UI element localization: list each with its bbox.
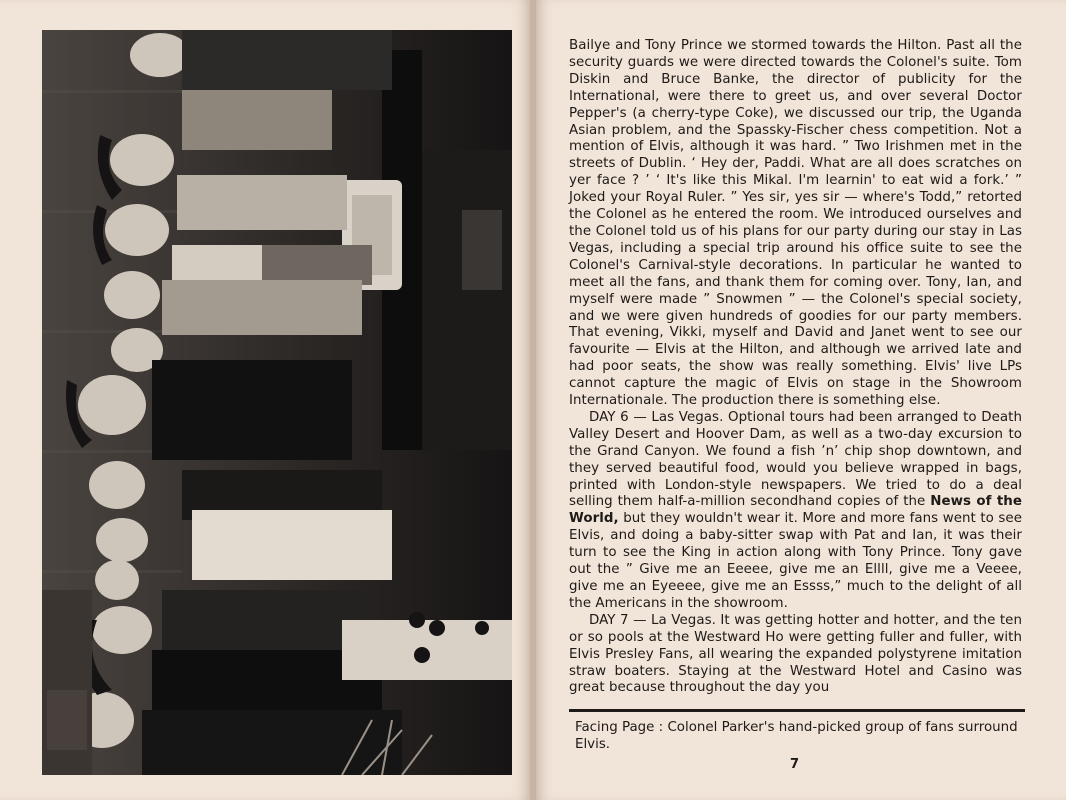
newspaper-title: News of the World, bbox=[569, 494, 1022, 527]
article-body bbox=[569, 38, 1022, 697]
paragraph-day-7: DAY 7 — La Vegas. It was getting hotter and hotter, and the ten or so pools at the Westward Ho were getting fuller and fuller, with Elvis Presley Fans, all wearing the expanded polystyrene imitation straw boaters. Staying at the Westward Hotel and Casino was great because throughout the day you bbox=[569, 612, 1022, 696]
paragraph-1: Bailye and Tony Prince we stormed towards the Hilton. Past all the security guards we were directed towards the Colonel's suite. Tom Diskin and Bruce Banke, the director of publicity for the International, were there to greet us, and over several Doctor Pepper's (a cherry-type Coke), we discussed our trip, the Uganda Asian problem, and the Spassky-Fischer chess competition. Not a mention of Elvis, although it was hard. ” Two Irishmen met in the streets of Dublin. ‘ Hey der, Paddi. What are all does scratches on yer face ? ’ ‘ It's like this Mikal. I'm learnin' to eat wid a fork.’ ” Joked your Royal Ruler. ” Yes sir, yes sir — where's Todd,” retorted the Colonel as he entered the room. We introduced ourselves and the Colonel told us of his plans for our party during our stay in Las Vegas, including a special trip around his office suite to see the Colonel's Carnival-style decorations. In particular he wanted to meet all the fans, and thank them for coming over. Tony, Ian, and myself were made ” Snowmen ” — the Colonel's special society, and we were given hundreds of goodies for our party members. That evening, Vikki, myself and David and Janet went to see our favourite — Elvis at the Hilton, and although we arrived late and had poor seats, the show was really something. Elvis' live LPs cannot capture the magic of Elvis on stage in the Showroom Internationale. The production there is something else. bbox=[569, 38, 1022, 409]
paragraph-day-6-start: DAY 6 — Las Vegas. Optional tours had been arranged to Death Valley Desert and Hoover Dam, as well as a two-day excursion to the Grand Canyon. We found a fish ’n’ chip shop downtown, and they served beautiful food, would you believe wrapped in bags, printed with London-style newspapers. We tried to do a deal selling them half-a-million secondhand copies of the bbox=[569, 409, 1022, 510]
left-page bbox=[0, 0, 530, 800]
caption-divider bbox=[569, 709, 1025, 712]
paragraph-day-6 bbox=[569, 410, 1022, 613]
paragraph-day-6-end: but they wouldn't wear it. More and more fans went to see Elvis, and doing a baby-sitter swap with Pat and Ian, it was their turn to see the King in action along with Tony Prince. Tony gave out the ” Give me an Eeeee, give me an Ellll, give me a Veeee, give me an Eyeeee, give me an Essss,” much to the delight of all the Americans in the showroom. bbox=[569, 511, 1022, 611]
group-photo bbox=[42, 30, 512, 775]
photo-caption: Facing Page : Colonel Parker's hand-picked group of fans surround Elvis. bbox=[575, 720, 1018, 752]
page-number: 7 bbox=[790, 757, 800, 772]
photo-image bbox=[42, 30, 512, 775]
